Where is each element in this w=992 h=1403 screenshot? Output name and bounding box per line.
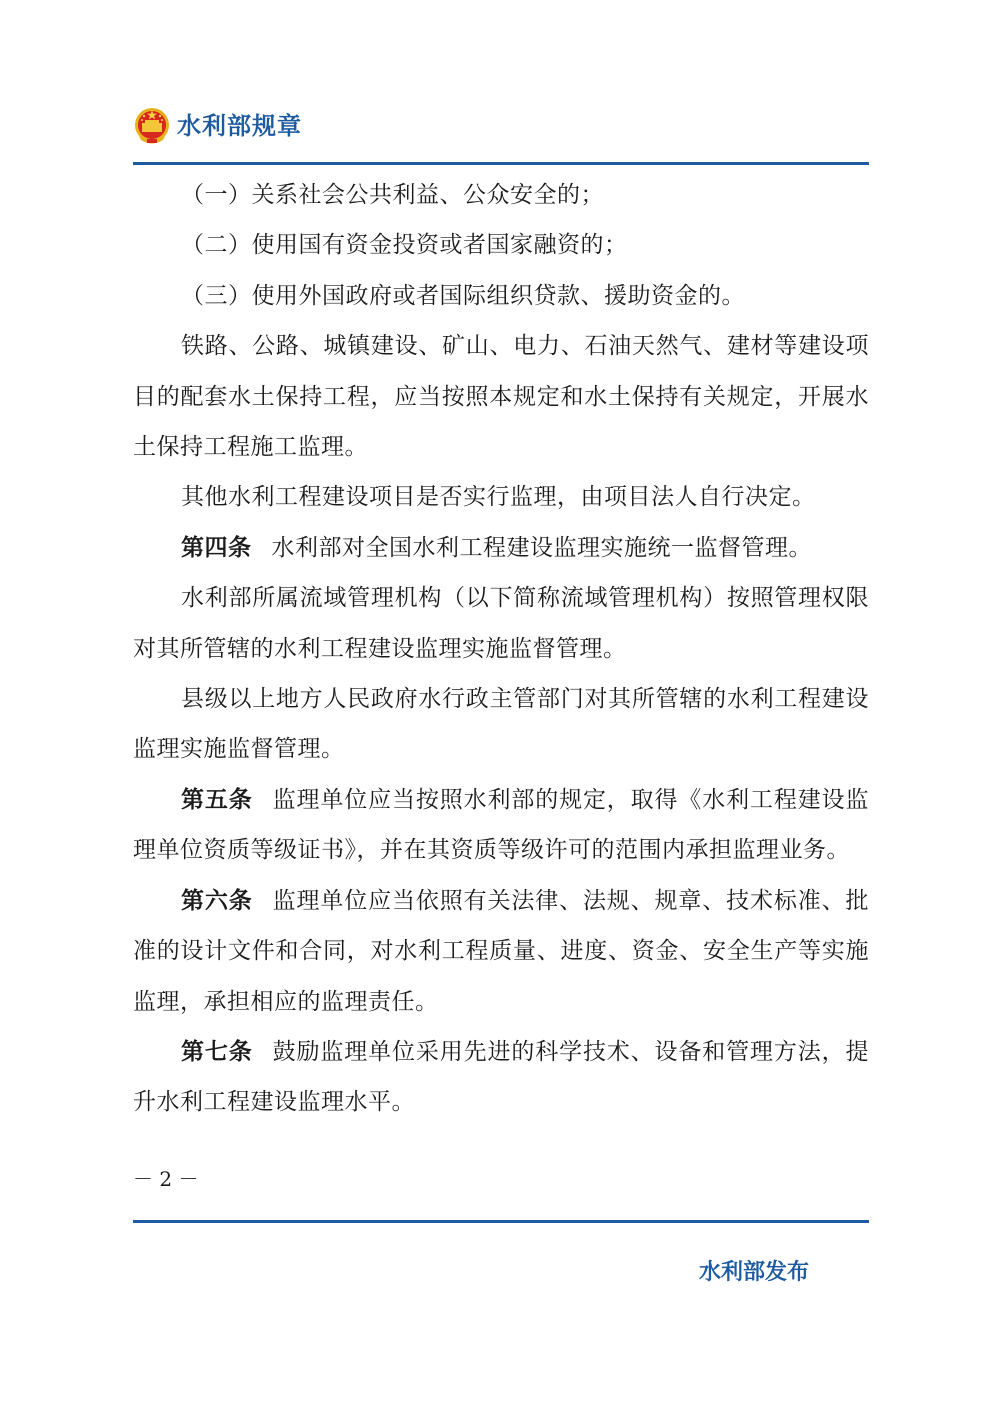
paragraph: 县级以上地方人民政府水行政主管部门对其所管辖的水利工程建设监理实施监督管理。 bbox=[133, 686, 869, 763]
article-number: 第七条 bbox=[181, 1038, 253, 1065]
article-paragraph: 第四条 水利部对全国水利工程建设监理实施统一监督管理。 bbox=[181, 534, 812, 561]
paragraph: （三）使用外国政府或者国际组织贷款、援助资金的。 bbox=[181, 282, 745, 309]
page-number: － 2 － bbox=[133, 1167, 199, 1191]
paragraph: 其他水利工程建设项目是否实行监理，由项目法人自行决定。 bbox=[181, 484, 816, 511]
article-paragraph: 第五条 监理单位应当按照水利部的规定，取得《水利工程建设监理单位资质等级证书》，并在其资质等级许可的范围内承担监理业务。 bbox=[133, 786, 870, 864]
paragraph: （一）关系社会公共利益、公众安全的； bbox=[181, 182, 604, 208]
header-title: 水利部规章 bbox=[177, 112, 302, 140]
footer-divider bbox=[133, 1220, 869, 1223]
article-number: 第五条 bbox=[181, 786, 253, 813]
page-header bbox=[133, 104, 869, 152]
article-number: 第六条 bbox=[181, 887, 253, 914]
publisher-label: 水利部发布 bbox=[698, 1260, 809, 1285]
article-paragraph: 第七条 鼓励监理单位采用先进的科学技术、设备和管理方法，提升水利工程建设监理水平。 bbox=[133, 1038, 870, 1116]
paragraph: 水利部所属流域管理机构（以下简称流域管理机构）按照管理权限对其所管辖的水利工程建设监理实施监督管理。 bbox=[133, 585, 869, 662]
document-body bbox=[133, 170, 869, 1128]
national-emblem-icon bbox=[133, 106, 171, 146]
paragraph: 铁路、公路、城镇建设、矿山、电力、石油天然气、建材等建设项目的配套水土保持工程，应当按照本规定和水土保持有关规定，开展水土保持工程施工监理。 bbox=[133, 333, 869, 461]
article-paragraph: 第六条 监理单位应当依照有关法律、法规、规章、技术标准、批准的设计文件和合同，对水利工程质量、进度、资金、安全生产等实施监理，承担相应的监理责任。 bbox=[133, 887, 870, 1015]
paragraph: （二）使用国有资金投资或者国家融资的； bbox=[181, 232, 628, 259]
header-divider bbox=[133, 162, 869, 165]
article-number: 第四条 bbox=[181, 534, 252, 561]
